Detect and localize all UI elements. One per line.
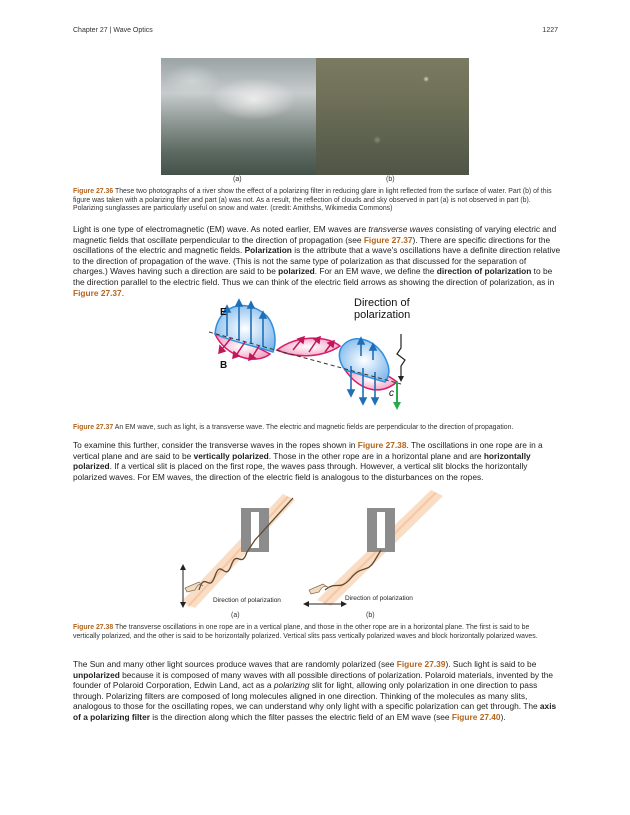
text: is the direction along which the filter passes the electric field of an EM wave (see	[149, 711, 452, 722]
e-field-label: E	[220, 307, 227, 318]
term: polarized	[278, 266, 315, 277]
figure-link[interactable]: Figure 27.37	[73, 287, 122, 298]
photo-label-a: (a)	[233, 176, 242, 183]
text: ).	[500, 711, 506, 722]
polarization-pointer-arrowhead	[398, 376, 404, 382]
rope-b-horizontal	[303, 490, 443, 607]
propagation-arrowhead	[393, 402, 401, 410]
b-field-label: B	[220, 360, 228, 371]
term: axis of a polarizing filter	[73, 701, 557, 722]
text: ). Such light is said to be	[445, 659, 537, 669]
figure-number: Figure 27.36	[73, 188, 114, 195]
text: .	[121, 287, 125, 298]
text: The Sun and many other light sources produce waves that are randomly polarized (see	[73, 659, 397, 669]
figure-link[interactable]: Figure 27.39	[396, 659, 446, 669]
polarization-pointer	[397, 334, 405, 378]
paragraph-unpolarized-light	[73, 659, 561, 723]
photo-label-b: (b)	[386, 176, 395, 183]
figure-27-37-caption	[73, 424, 557, 433]
e-field-lobe	[339, 339, 389, 382]
emphasis: polarizing	[273, 680, 310, 691]
figure-number: Figure 27.38	[73, 624, 114, 631]
text: ). There are specific directions for the oscillations of the electric and magnetic fields.	[73, 234, 551, 256]
speed-of-light-label: c	[389, 388, 394, 399]
text: because it is composed of many waves with all possible directions of polarization. Polaroid materials, invented by the founder of Polaroid Corporation, Edwin Land, act as a	[73, 669, 553, 691]
figure-link[interactable]: Figure 27.40	[451, 711, 501, 722]
direction-label-a: Direction of polarization	[213, 597, 281, 604]
river-photo-with-filter	[316, 58, 469, 175]
caption-text: The transverse oscillations in one rope are in a vertical plane, and those in the other rope are in a horizontal plane. The first is said to be vertically polarized, and the other is said to be horizontally polarized. Vertical slits pass vertically polarized waves and block horizontally polarized waves.	[73, 624, 538, 640]
term: vertically polarized	[193, 450, 269, 461]
figure-number: Figure 27.37	[73, 424, 114, 431]
figure-27-36-caption	[73, 188, 557, 214]
text: to be the direction parallel to the electric field. Thus we can think of the electric field arrows as showing the direction of polarization, as in	[73, 266, 555, 287]
caption-text: An EM wave, such as light, is a transverse wave. The electric and magnetic fields are perpendicular to the direction of propagation.	[113, 424, 514, 431]
page-number: 1227	[542, 27, 558, 34]
river-photo-without-filter	[161, 58, 316, 175]
rope-label-b: (b)	[366, 612, 375, 619]
label-line: polarization	[354, 309, 411, 321]
direction-of-polarization-label	[354, 297, 410, 321]
vertical-slit-a	[251, 512, 259, 548]
text: . If a vertical slit is placed on the first rope, the waves pass through. However, a vertical slit blocks the horizontally polarized waves. For EM waves, the direction of the electric field is analogous to the disturbances on the ropes.	[73, 461, 528, 482]
rope-label-a: (a)	[231, 612, 240, 619]
text: To examine this further, consider the transverse waves in the ropes shown in	[73, 440, 358, 450]
label-line: Direction of	[354, 297, 410, 309]
direction-label-b: Direction of polarization	[345, 595, 413, 602]
figure-27-38-caption	[73, 624, 557, 641]
text: Light is one type of electromagnetic (EM) wave. As noted earlier, EM waves are	[73, 224, 369, 234]
paragraph-rope-analogy	[73, 440, 561, 482]
term: horizontally polarized	[73, 450, 531, 472]
vertical-slit-b	[377, 512, 385, 548]
term: unpolarized	[73, 669, 120, 680]
text: . The oscillations in one rope are in a vertical plane and are said to be	[73, 440, 543, 461]
figure-link[interactable]: Figure 27.38	[357, 440, 407, 450]
chapter-header: Chapter 27 | Wave Optics	[73, 27, 153, 34]
text: is the attribute that a wave's oscillations have a definite direction relative to the direction of propagation of the wave. (This is not the same type of polarization as that discussed for the separation of charges.) Waves having such a direction are said to be	[73, 245, 561, 277]
text: . For an EM wave, we define the	[314, 266, 437, 277]
text: . Those in the other rope are in a horizontal plane and are	[268, 450, 484, 461]
figure-link[interactable]: Figure 27.37	[363, 234, 413, 245]
term: direction of polarization	[436, 266, 532, 277]
text: slit for light, allowing only polarization in one direction to pass through. Polarizing filters are composed of long molecules aligned in one direction. Thinking of the molecules as many slits, analogous to those for the oscillating ropes, we can understand why only light with a specific polarization can get through. The	[73, 680, 540, 712]
rope-polarization-diagram	[175, 490, 455, 614]
rope-a-vertical	[180, 494, 295, 608]
emphasis: transverse waves	[368, 224, 434, 234]
caption-text: These two photographs of a river show the effect of a polarizing filter in reducing glare in light reflected from the surface of water. Part (b) of this figure was taken with a polarizing filter and part (a) was not. As a result, the reflection of clouds and sky observed in part (a) is not observed in part (b). Polarizing sunglasses are particularly useful on snow and water. (credit: Amithshs, Wikimedia Commons)	[73, 188, 552, 213]
term: Polarization	[244, 245, 292, 256]
text: consisting of varying electric and magnetic fields that oscillate perpendicular to the direction of propagation (see	[73, 224, 557, 245]
paragraph-polarization-intro	[73, 224, 561, 298]
